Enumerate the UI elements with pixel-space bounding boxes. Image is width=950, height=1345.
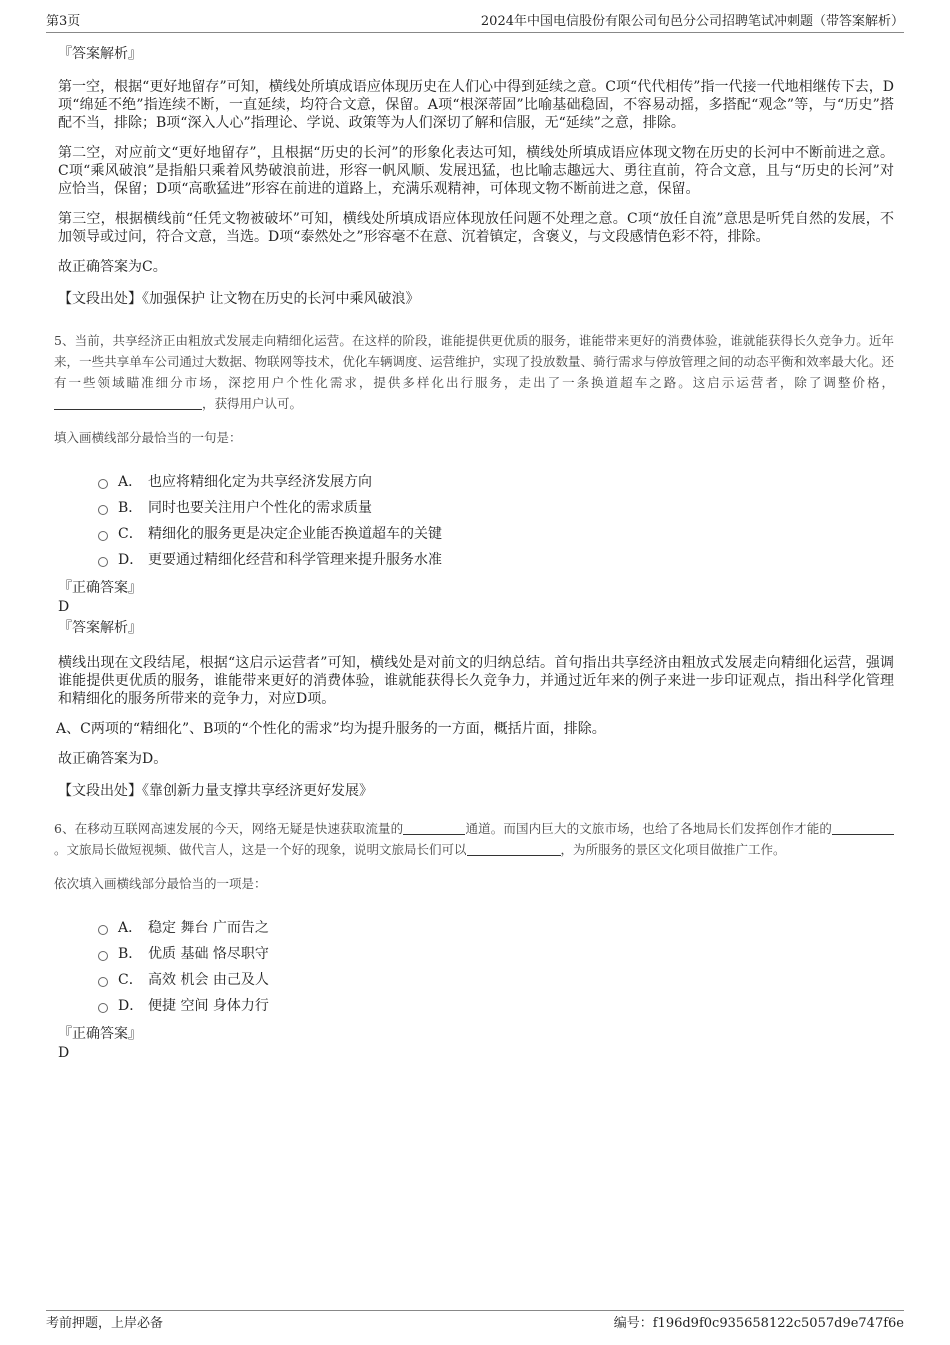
option-text: 同时也要关注用户个性化的需求质量 <box>148 500 372 516</box>
option-a[interactable] <box>98 468 894 494</box>
page-footer <box>46 1310 904 1333</box>
question-text-part: ，为所服务的景区文化项目做推广工作。 <box>560 842 786 857</box>
option-list <box>98 468 894 572</box>
option-letter: C． <box>118 526 143 542</box>
answer-blank <box>54 395 202 410</box>
question-6 <box>54 818 894 1062</box>
option-letter: B． <box>118 500 143 516</box>
analysis-label: 『答案解析』 <box>58 620 142 636</box>
question-text-part: 6、在移动互联网高速发展的今天，网络无疑是快速获取流量的 <box>54 821 404 836</box>
option-letter: D． <box>118 552 144 568</box>
analysis-label: 『答案解析』 <box>58 46 142 62</box>
option-letter: B． <box>118 946 143 962</box>
radio-icon[interactable] <box>98 925 108 935</box>
radio-icon[interactable] <box>98 977 108 987</box>
option-letter: C． <box>118 972 143 988</box>
document-id: 编号：f196d9f0c935658122c5057d9e747f6e <box>613 1316 904 1331</box>
correct-answer-label: 『正确答案』 <box>58 580 142 596</box>
option-letter: A． <box>118 474 143 490</box>
answer-blank <box>467 841 561 856</box>
question-text-part: ，获得用户认可。 <box>202 396 303 411</box>
question-text-part: 通道。而国内巨大的文旅市场，也给了各地局长们发挥创作才能的 <box>465 821 832 836</box>
question-text <box>54 818 894 860</box>
question-text-part: 5、当前，共享经济正由粗放式发展走向精细化运营。在这样的阶段，谁能提供更优质的服务，谁能带来更好的消费体验，谁就能获得长久竞争力。近年来，一些共享单车公司通过大数据、物联网等技术，优化车辆调度、运营维护，实现了投放数量、骑行需求与停放管理之间的动态平衡和效率最大化。还有一些领域瞄准细分市场，深挖用户个性化需求，提供多样化出行服务，走出了一条换道超车之路。这启示运营者，除了调整价格， <box>54 333 894 390</box>
answer-blank <box>403 820 465 835</box>
passage-source: 【文段出处】《靠创新力量支撑共享经济更好发展》 <box>58 783 373 799</box>
footer-slogan: 考前押题，上岸必备 <box>46 1316 164 1331</box>
option-a[interactable] <box>98 914 894 940</box>
correct-answer: D <box>58 1045 70 1061</box>
option-letter: D． <box>118 998 144 1014</box>
option-d[interactable] <box>98 546 894 572</box>
question-text <box>54 330 894 414</box>
analysis-paragraph: 第三空，根据横线前“任凭文物被破坏”可知，横线处所填成语应体现放任问题不处理之意。C项“放任自流”意思是听凭自然的发展，不加领导或过问，符合文意，当选。D项“泰然处之”形容毫不在意、沉着镇定，含褒义，与文段感情色彩不符，排除。 <box>58 211 894 245</box>
radio-icon[interactable] <box>98 505 108 515</box>
option-text: 也应将精细化定为共享经济发展方向 <box>148 474 372 490</box>
correct-answer: D <box>58 599 70 615</box>
analysis-paragraph: 横线出现在文段结尾，根据“这启示运营者”可知，横线处是对前文的归纳总结。首句指出共享经济由粗放式发展走向精细化运营，强调谁能提供更优质的服务，谁能带来更好的消费体验，谁就能获得长久竞争力，并通过近年来的例子来进一步印证观点，指出科学化管理和精细化的服务所带来的竞争力，对应D项。 <box>58 655 894 707</box>
option-text: 更要通过精细化经营和科学管理来提升服务水准 <box>148 552 442 568</box>
option-text: 便捷 空间 身体力行 <box>148 998 269 1014</box>
option-text: 精细化的服务更是决定企业能否换道超车的关键 <box>148 526 442 542</box>
radio-icon[interactable] <box>98 479 108 489</box>
option-list <box>98 914 894 1018</box>
option-c[interactable] <box>98 966 894 992</box>
option-letter: A． <box>118 920 143 936</box>
radio-icon[interactable] <box>98 557 108 567</box>
page-number: 第3页 <box>46 14 81 29</box>
conclusion-line: 故正确答案为C。 <box>58 259 167 275</box>
option-text: 稳定 舞台 广而告之 <box>148 920 269 936</box>
analysis-paragraph: 第一空，根据“更好地留存”可知，横线处所填成语应体现历史在人们心中得到延续之意。C项“代代相传”指一代接一代地相继传下去，D项“绵延不绝”指连续不断，一直延续，均符合文意，保留。A项“根深蒂固”比喻基础稳固，不容易动摇，多搭配“观念”等，与“历史”搭配不当，排除；B项“深入人心”指理论、学说、政策等为人们深切了解和信服，无“延续”之意，排除。 <box>58 79 894 131</box>
option-text: 高效 机会 由己及人 <box>148 972 269 988</box>
correct-answer-label: 『正确答案』 <box>58 1026 142 1042</box>
option-b[interactable] <box>98 940 894 966</box>
radio-icon[interactable] <box>98 531 108 541</box>
answer-blank <box>832 820 894 835</box>
option-c[interactable] <box>98 520 894 546</box>
option-text: 优质 基础 恪尽职守 <box>148 946 269 962</box>
conclusion-line: 故正确答案为D。 <box>58 751 168 767</box>
question-text-part: 。文旅局长做短视频、做代言人，这是一个好的现象，说明文旅局长们可以 <box>54 842 467 857</box>
analysis-paragraph: 第二空，对应前文“更好地留存”，且根据“历史的长河”的形象化表达可知，横线处所填成语应体现文物在历史的长河中不断前进之意。C项“乘风破浪”是指船只乘着风势破浪前进，形容一帆风顺、发展迅猛，也比喻志趣远大、勇往直前，符合文意，且与“历史的长河”对应恰当，保留；D项“高歌猛进”形容在前进的道路上，充满乐观精神，可体现文物不断前进之意，保留。 <box>58 145 894 197</box>
option-d[interactable] <box>98 992 894 1018</box>
question-prompt: 依次填入画横线部分最恰当的一项是： <box>54 876 267 891</box>
question-prompt: 填入画横线部分最恰当的一句是： <box>54 430 242 445</box>
option-b[interactable] <box>98 494 894 520</box>
page-content <box>54 44 894 1062</box>
document-title: 2024年中国电信股份有限公司旬邑分公司招聘笔试冲刺题（带答案解析） <box>480 14 904 29</box>
page-header <box>46 12 904 33</box>
radio-icon[interactable] <box>98 951 108 961</box>
passage-source: 【文段出处】《加强保护 让文物在历史的长河中乘风破浪》 <box>58 291 420 307</box>
question-5 <box>54 330 894 800</box>
analysis-paragraph: A、C两项的“精细化”、B项的“个性化的需求”均为提升服务的一方面，概括片面，排除。 <box>56 721 606 737</box>
radio-icon[interactable] <box>98 1003 108 1013</box>
